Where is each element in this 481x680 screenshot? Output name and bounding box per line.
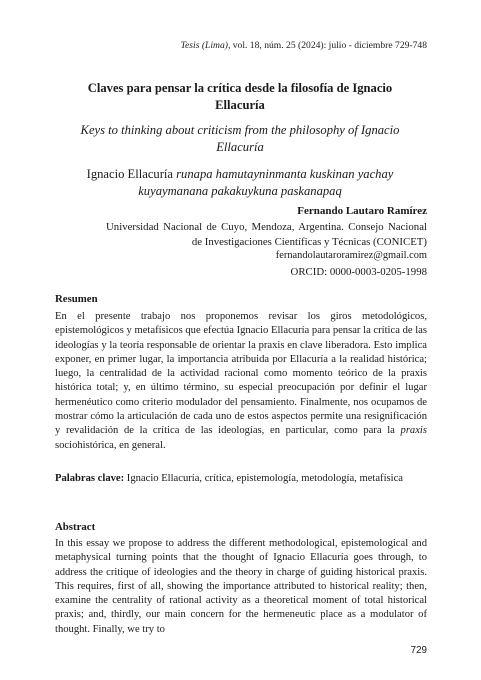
resumen-text-part2: sociohistórica, en general. xyxy=(55,439,166,451)
title-spanish: Claves para pensar la crítica desde la filosofía de Ignacio Ellacuría xyxy=(87,81,393,112)
keywords xyxy=(55,472,427,486)
author-name: Fernando Lautaro Ramírez xyxy=(297,205,427,217)
journal-name: Tesis (Lima) xyxy=(180,40,228,51)
abstract-heading: Abstract xyxy=(55,521,96,533)
page-number: 729 xyxy=(410,645,427,656)
title-quechua-name: Ignacio Ellacuría xyxy=(86,167,173,181)
author-orcid: ORCID: 0000-0003-0205-1998 xyxy=(290,266,427,278)
abstract-text: In this essay we propose to address the different methodological, epistemological and metaphysical turning points that the thought of Ignacio Ellacuría goes through, to address the critique of ideologies and the theory in charge of guiding historical praxis. This requires, first of all, showing the importance attributed to historical reality; then, examine the centrality of rational activity as a theoretical moment of total historical praxis; and, thirdly, our main concern for the hermeneutic place as a modulator of thought. Finally, we try to xyxy=(55,538,427,635)
resumen-text xyxy=(55,310,427,453)
citation-details: , vol. 18, núm. 25 (2024): julio - diciembre 729-748 xyxy=(227,40,427,51)
resumen-text-part1: En el presente trabajo nos proponemos revisar los giros metodológicos, epistemológicos y metafísicos que efectúa Ignacio Ellacuría para pensar la crítica de las ideologías y la teoría responsable de orientar la praxis en clave liberadora. Esto implica exponer, en primer lugar, la importancia atribuida por Ellacuría a la realidad histórica; luego, la centralidad de la actividad racional como momento teórico de la praxis histórica total; y, en último término, su especial preocupación por definir el lugar hermenéutico como criterio modulador del pensamiento. Finalmente, nos ocupamos de mostrar cómo la articulación de cada uno de estos aspectos permite una resignificación y revalidación de la crítica de las ideologías, en particular, como para la xyxy=(55,311,427,437)
running-header xyxy=(181,40,427,51)
resumen-heading: Resumen xyxy=(55,293,98,305)
author-affiliation: Universidad Nacional de Cuyo, Mendoza, Argentina. Consejo Nacional de Investigaciones Científicas y Técnicas (CONICET) xyxy=(106,221,427,248)
title-quechua-text: runapa hamutayninmanta kuskinan yachay kuyaymanana pakakuykuna paskanapaq xyxy=(138,167,394,198)
keywords-text: Ignacio Ellacuría, crítica, epistemología, metodología, metafísica xyxy=(124,473,404,484)
title-english: Keys to thinking about criticism from the philosophy of Ignacio Ellacuría xyxy=(80,123,400,154)
author-email[interactable]: fernandolautaroramirez@gmail.com xyxy=(275,250,427,261)
resumen-text-italic: praxis xyxy=(400,425,427,437)
keywords-label: Palabras clave: xyxy=(55,473,125,484)
title-quechua xyxy=(66,166,414,200)
